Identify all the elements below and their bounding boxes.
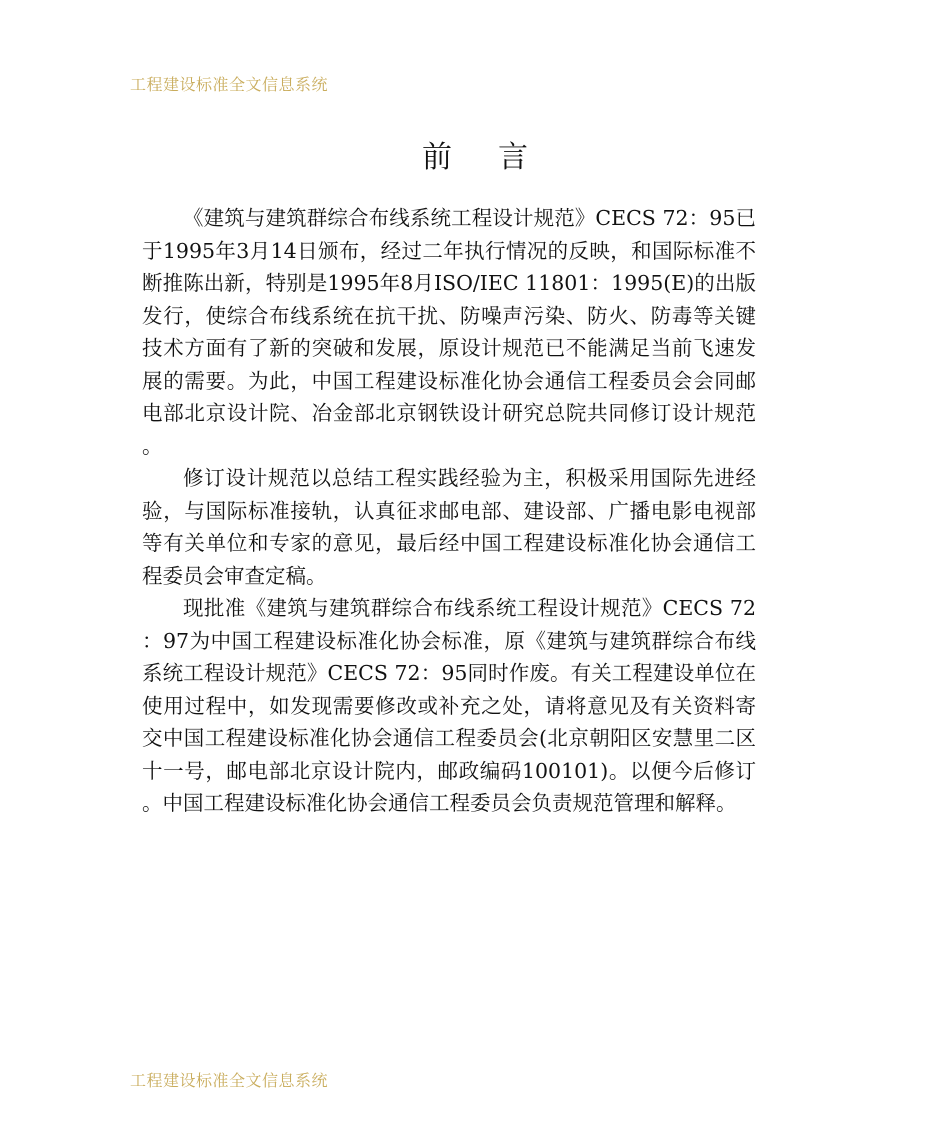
paragraph-2: 修订设计规范以总结工程实践经验为主，积极采用国际先进经验，与国际标准接轨，认真征求邮电部、建设部、广播电影电视部等有关单位和专家的意见，最后经中国工程建设标准化协会通信工程委员会审查定稿。	[142, 466, 756, 588]
footer-watermark: 工程建设标准全文信息系统	[130, 1071, 329, 1090]
paragraph-3: 现批准《建筑与建筑群综合布线系统工程设计规范》CECS 72：97为中国工程建设标准化协会标准，原《建筑与建筑群综合布线系统工程设计规范》CECS 72：95同时作废。有关工程建设单位在使用过程中，如发现需要修改或补充之处，请将意见及有关资料寄交中国工程建设标准化协会通信工程委员会(北京朝阳区安慧里二区十一号，邮电部北京设计院内，邮政编码100101)。以便今后修订。中国工程建设标准化协会通信工程委员会负责规范管理和解释。	[142, 596, 756, 815]
header-watermark: 工程建设标准全文信息系统	[130, 75, 329, 94]
document-body	[142, 202, 756, 820]
page-title: 前言	[422, 140, 574, 175]
paragraph-1: 《建筑与建筑群综合布线系统工程设计规范》CECS 72：95已于1995年3月14日颁布，经过二年执行情况的反映，和国际标准不断推陈出新，特别是1995年8月ISO/IEC 11801：1995(E)的出版发行，使综合布线系统在抗干扰、防噪声污染、防火、防毒等关键技术方面有了新的突破和发展，原设计规范已不能满足当前飞速发展的需要。为此，中国工程建设标准化协会通信工程委员会会同邮电部北京设计院、冶金部北京钢铁设计研究总院共同修订设计规范。	[142, 206, 756, 458]
